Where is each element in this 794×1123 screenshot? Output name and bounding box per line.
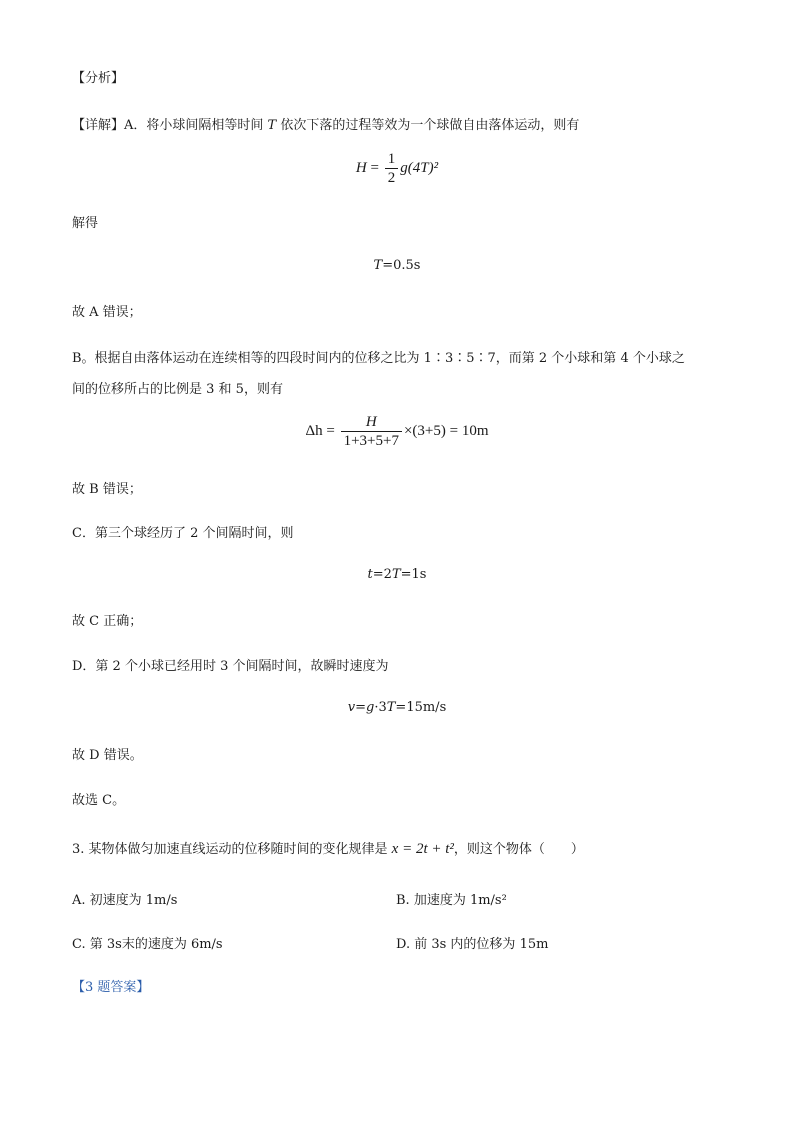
- question-3-stem-after: ，则这个物体（ ）: [453, 842, 584, 857]
- equation-a-frac-den: 2: [385, 168, 399, 187]
- equation-a-frac-num: 1: [387, 151, 396, 167]
- solve-label: 解得: [72, 216, 99, 231]
- verdict-a: 故 A 错误；: [72, 305, 142, 320]
- equation-d-var3: T: [386, 700, 396, 715]
- equation-b: [0, 413, 794, 450]
- detail-a-text-2: 依次下落的过程等效为一个球做自由落体运动，则有: [276, 118, 580, 133]
- detail-a-var: T: [267, 118, 277, 133]
- result-a-value: =0.5s: [382, 258, 421, 273]
- equation-d: [0, 700, 794, 715]
- question-3-stem-before: 3. 某物体做匀加速直线运动的位移随时间的变化规律是: [72, 842, 392, 857]
- equation-c: [0, 567, 794, 582]
- option-a: A. 初速度为 1m/s: [72, 893, 178, 908]
- equation-d-mid: =: [355, 700, 367, 715]
- verdict-d: 故 D 错误。: [72, 748, 143, 763]
- detail-a-line: [72, 114, 579, 133]
- result-a-var: T: [373, 258, 383, 273]
- equation-c-tail: =1s: [400, 567, 427, 582]
- option-d: D. 前 3s 内的位移为 15m: [396, 937, 549, 952]
- question-3-formula: x = 2t + t²: [391, 841, 454, 857]
- equation-a-fraction: [385, 150, 399, 187]
- detail-b-line-2: 间的位移所占的比例是 3 和 5，则有: [72, 382, 283, 397]
- equation-d-mid2: ·3: [374, 700, 387, 715]
- equation-c-var2: T: [391, 567, 401, 582]
- detail-d-line: D．第 2 个小球已经用时 3 个间隔时间，故瞬时速度为: [72, 659, 389, 674]
- equation-d-tail: =15m/s: [395, 700, 447, 715]
- equation-d-var: v: [347, 700, 356, 715]
- equation-a-equals: =: [370, 159, 379, 176]
- equation-b-fraction: [341, 413, 402, 450]
- equation-b-frac-den: 1+3+5+7: [341, 431, 402, 450]
- detail-header: 【详解】: [72, 118, 125, 133]
- equation-b-lhs: Δh =: [305, 422, 335, 439]
- equation-c-mid: =2: [372, 567, 392, 582]
- equation-a-rhs: g(4T)²: [400, 159, 439, 176]
- answer-header-3: 【3 题答案】: [72, 980, 150, 995]
- question-3-stem: [72, 838, 584, 858]
- verdict-b: 故 B 错误；: [72, 482, 142, 497]
- detail-b-line-1: B。根据自由落体运动在连续相等的四段时间内的位移之比为 1∶3∶5∶7，而第 2 个小球和第 4 个小球之: [72, 351, 685, 366]
- option-b: B. 加速度为 1m/s²: [396, 893, 507, 908]
- final-choice: 故选 C。: [72, 793, 126, 808]
- equation-c-var: t: [367, 567, 373, 582]
- result-a: [0, 258, 794, 273]
- detail-a-text-1: A．将小球间隔相等时间: [124, 118, 268, 133]
- analysis-header: 【分析】: [72, 71, 125, 86]
- detail-c-line: C．第三个球经历了 2 个间隔时间，则: [72, 526, 294, 541]
- equation-d-var2: g: [366, 700, 375, 715]
- option-c: C. 第 3s末的速度为 6m/s: [72, 937, 223, 952]
- equation-b-frac-num: H: [365, 414, 377, 430]
- equation-a-lhs: H: [355, 159, 367, 176]
- verdict-c: 故 C 正确；: [72, 614, 143, 629]
- equation-a: [0, 150, 794, 187]
- equation-b-rhs: ×(3+5) = 10m: [403, 422, 489, 439]
